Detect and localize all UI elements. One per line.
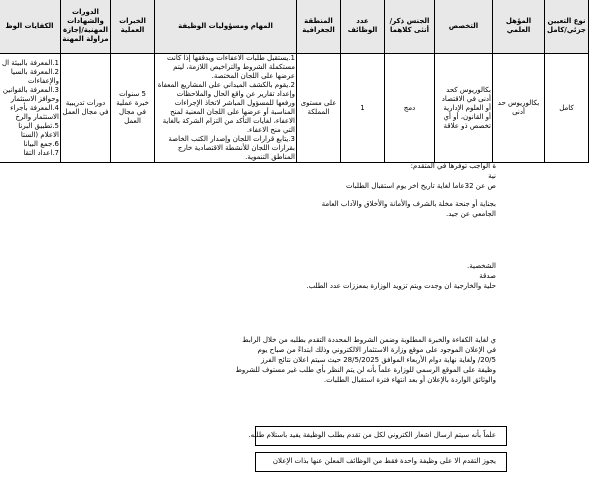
requirement-line: ص عن 32عاما لغاية تاريخ اخر يوم استقبال الطلبات bbox=[346, 182, 496, 190]
cell-gender: دمج bbox=[385, 54, 435, 163]
header-positions: عدد الوظائف bbox=[341, 0, 385, 54]
header-specialization: التخصص bbox=[435, 0, 493, 54]
notice-box-one-job bbox=[255, 452, 507, 472]
competency-item: 7.اعداد التقا bbox=[23, 148, 59, 157]
competency-item: الاستثمار والرخ bbox=[15, 112, 59, 121]
document-line: حلية والخارجية ان وجدت ويتم تزويد الوزارة بمعززات عدد الطلب. bbox=[306, 282, 496, 290]
cell-positions: 1 bbox=[341, 54, 385, 163]
notice-one-job-text: يجوز التقدم الا على وظيفة واحدة فقط من الوظائف المعلن عنها بذات الإعلان bbox=[272, 457, 496, 465]
table-row bbox=[0, 54, 589, 163]
competency-item: 5.تطبيق البرنا bbox=[18, 121, 59, 130]
competency-item: الاعلام (الستا bbox=[20, 130, 59, 139]
document-line: الشخصية. bbox=[466, 262, 496, 270]
header-courses: الدورات والشهادات المهنية/إجازة مزاولة المهنة bbox=[61, 0, 111, 54]
requirement-line: بجناية أو جنحة مخلة بالشرف والأمانة والأخلاق والآداب العامة bbox=[321, 200, 496, 208]
cell-competencies bbox=[0, 54, 61, 163]
competency-item: 1.المعرفة بالبيئة ال bbox=[2, 58, 59, 67]
cell-region: على مستوى المملكة bbox=[297, 54, 341, 163]
duty-item: 3.يتابع قرارات اللجان وإصدار الكتب الخاصة بقرارات اللجان للأنشطة الاقتصادية خارج المناطق التنموية. bbox=[168, 135, 295, 161]
apply-line: وظيفة على الموقع الرسمي للوزارة علماً بأنه لن يتم النظر بأي طلب غير مستوف للشروط bbox=[235, 366, 496, 374]
requirement-line: نية bbox=[488, 172, 496, 180]
jobs-table bbox=[0, 0, 589, 163]
header-experience: الخبرات العملية bbox=[111, 0, 155, 54]
apply-line: والوثائق الواردة بالإعلان أو بعد انتهاء فترة استقبال الطلبات. bbox=[323, 376, 496, 384]
cell-experience: 5 سنوات خبرة عملية في مجال العمل bbox=[111, 54, 155, 163]
notice-email-text: علماً بأنه سيتم ارسال اشعار الكتروني لكل من تقدم بطلب الوظيفة يفيد باستلام طلبه. bbox=[248, 431, 496, 439]
competency-item: والإعفاءات bbox=[28, 76, 59, 85]
header-job-type: نوع التعيين جزئي/كامل bbox=[545, 0, 589, 54]
duty-item: 2.يقوم بالكشف الميداني على المشاريع المعفاة وإعداد تقارير عن واقع الحال والملاحظات ورفعها للمسؤول المباشر لاتخاذ الإجراءات المناسبة أو عرضها على اللجان المعنية لمنح الاعفاء، لغايات التأكد من التزام الشركة بالغاية التي منح الاعفاء. bbox=[157, 81, 295, 134]
header-gender: الجنس ذكر/أنثى كلاهما bbox=[385, 0, 435, 54]
header-qualification: المؤهل العلمي bbox=[493, 0, 545, 54]
cell-specialization: بكالوريوس كحد أدنى في الاقتصاد أو العلوم الإدارية أو القانون، أو أي تخصص ذو علاقة bbox=[435, 54, 493, 163]
cell-duties bbox=[155, 54, 297, 163]
header-competencies: الكفايات الوظ bbox=[0, 0, 61, 54]
cell-job-type: كامل bbox=[545, 54, 589, 163]
document-line: صدقة bbox=[479, 272, 496, 280]
requirements-heading: ة الواجب توفرها في المتقدم: bbox=[410, 162, 496, 170]
apply-line: في الإعلان الموجود على موقع وزارة الاستثمار الالكتروني وذلك ابتداءً من صباح يوم bbox=[257, 346, 496, 354]
competency-item: 3.المعرفة بالقوانين bbox=[2, 85, 59, 94]
competency-item: 2.المعرفة بالسيا bbox=[10, 67, 59, 76]
cell-courses: دورات تدريبية في مجال العمل bbox=[61, 54, 111, 163]
header-duties: المهام ومسؤوليات الوظيفة bbox=[155, 0, 297, 54]
requirement-line: الجامعي عن جيد. bbox=[446, 210, 496, 218]
apply-line: ي لغاية الكفاءة والخبرة المطلوبة وضمن الشروط المحددة التقدم بطلبه من خلال الرابط bbox=[242, 336, 496, 344]
competency-item: وحوافز الاستثمار bbox=[10, 94, 59, 103]
duty-item: 1.يستقبل طلبات الاعفاءات ويدققها إذا كانت مستكملة الشروط والتراخيص اللازمة، ليتم عرضها على اللجان المختصة. bbox=[167, 54, 295, 80]
notice-box-email bbox=[248, 426, 507, 446]
apply-line: 20/5/ ولغاية نهاية دوام الأربعاء الموافق 28/5/2025 حيث سيتم اعلان نتائج الفرز bbox=[261, 356, 496, 364]
table-header-row bbox=[0, 0, 589, 54]
cell-qualification: بكالوريوس حد أدنى bbox=[493, 54, 545, 163]
competency-item: 4.المعرفة بأجراء bbox=[10, 103, 59, 112]
competency-item: 6.جمع البيانا bbox=[23, 139, 59, 148]
header-region: المنطقة الجغرافية bbox=[297, 0, 341, 54]
